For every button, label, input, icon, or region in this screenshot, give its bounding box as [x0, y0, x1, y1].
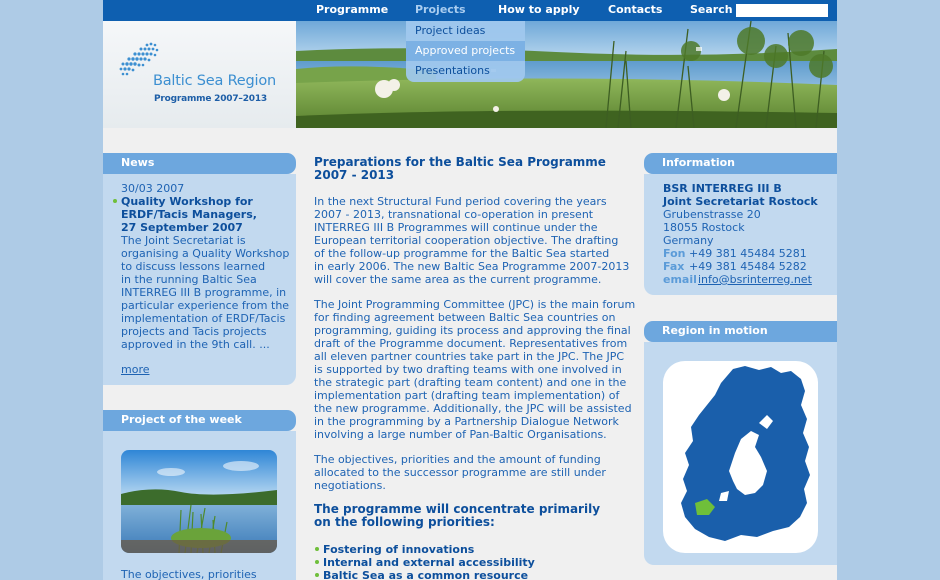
news-header: News	[103, 153, 296, 174]
priorities-heading	[314, 503, 600, 529]
nav-contacts[interactable]: Contacts	[608, 3, 663, 16]
page-title	[314, 156, 614, 182]
paragraph-line: The objectives, priorities and the amount of funding	[314, 453, 601, 466]
baltic-region-map	[663, 361, 818, 553]
paragraph-line: in early 2006. The new Baltic Sea Programme 2007-2013	[314, 260, 630, 273]
info-address-line: Germany	[663, 234, 714, 247]
news-headline-line[interactable]: Quality Workshop for	[121, 195, 253, 208]
paragraph-line: programming, guiding its process and approving the final	[314, 324, 631, 337]
main-paragraph-3	[314, 453, 606, 492]
nav-programme[interactable]: Programme	[316, 3, 389, 16]
project-of-week-header: Project of the week	[103, 410, 296, 431]
paragraph-line: The Joint Programming Committee (JPC) is the main forum	[314, 298, 636, 311]
priority-item: Fostering of innovations	[323, 543, 475, 556]
project-teaser-text: The objectives, priorities	[121, 568, 257, 580]
paragraph-line: the new programme. Additionally, the JPC will be assisted	[314, 402, 632, 415]
paragraph-line: for finding agreement between Baltic Sea countries on	[314, 311, 616, 324]
priority-bullet-icon	[315, 547, 319, 551]
menu-item-presentations[interactable]: Presentations	[415, 64, 490, 77]
paragraph-line: the strategic part (drafting team content) and one in the	[314, 376, 627, 389]
priority-bullet-icon	[315, 560, 319, 564]
info-org-line: BSR INTERREG III B	[663, 182, 782, 195]
logo-subtitle: Programme 2007–2013	[154, 94, 267, 104]
news-body-line: INTERREG III B programme, in	[121, 286, 287, 299]
region-map-frame[interactable]	[663, 361, 818, 553]
paragraph-line: In the next Structural Fund period covering the years	[314, 195, 607, 208]
page	[103, 0, 837, 580]
info-org-line: Joint Secretariat Rostock	[663, 195, 818, 208]
page-title-line: Preparations for the Baltic Sea Programme	[314, 155, 606, 169]
search-input[interactable]	[736, 4, 828, 17]
news-body-line: to discuss lessons learned	[121, 260, 266, 273]
news-headline-line[interactable]: 27 September 2007	[121, 221, 243, 234]
top-navigation	[103, 0, 837, 21]
news-bullet-icon	[113, 199, 117, 203]
info-email-link[interactable]: info@bsrinterreg.net	[698, 273, 812, 286]
paragraph-line: all eleven partner countries take part in the JPC. The JPC	[314, 350, 625, 363]
info-fax-value: +49 381 45484 5282	[689, 260, 807, 273]
news-body-line: organising a Quality Workshop	[121, 247, 290, 260]
news-body-line: approved in the 9th call. ...	[121, 338, 270, 351]
page-title-line: 2007 - 2013	[314, 168, 395, 182]
info-address-line: 18055 Rostock	[663, 221, 745, 234]
paragraph-line: draft of the Programme document. Representatives from	[314, 337, 628, 350]
paragraph-line: implementation part (drafting team implementation) of	[314, 389, 620, 402]
nav-projects[interactable]: Projects	[415, 3, 466, 16]
news-body-line: particular experience from the	[121, 299, 290, 312]
paragraph-line: INTERREG III B Programmes will continue under the	[314, 221, 598, 234]
priorities-heading-line: on the following priorities:	[314, 515, 495, 529]
priority-item: Baltic Sea as a common resource	[323, 569, 529, 580]
paragraph-line: 2007 - 2013, transnational co-operation in present	[314, 208, 594, 221]
info-phone-label: Fon	[663, 247, 686, 260]
news-body-line: The Joint Secretariat is	[121, 234, 246, 247]
news-body-line: in the running Baltic Sea	[121, 273, 257, 286]
priorities-heading-line: The programme will concentrate primarily	[314, 502, 601, 516]
info-phone-value: +49 381 45484 5281	[689, 247, 807, 260]
logo-title: Baltic Sea Region	[153, 73, 277, 89]
logo[interactable]	[103, 21, 296, 128]
nav-how-to-apply[interactable]: How to apply	[498, 3, 580, 16]
paragraph-line: of the follow-up programme for the Baltic Sea started	[314, 247, 610, 260]
news-date: 30/03 2007	[121, 182, 185, 195]
region-in-motion-header: Region in motion	[644, 321, 837, 342]
info-email-label: email	[663, 273, 697, 286]
info-fax-label: Fax	[663, 260, 685, 273]
main-paragraph-1	[314, 195, 629, 286]
paragraph-line: is supported by two drafting teams with one involved in	[314, 363, 622, 376]
project-photo[interactable]	[121, 450, 277, 553]
news-body-line: projects and Tacis projects	[121, 325, 267, 338]
paragraph-line: involving a large number of Pan-Baltic Organisations.	[314, 428, 607, 441]
search-label: Search	[690, 3, 733, 16]
paragraph-line: European territorial cooperation objective. The drafting	[314, 234, 619, 247]
priority-bullet-icon	[315, 573, 319, 577]
paragraph-line: negotiations.	[314, 479, 386, 492]
main-paragraph-2	[314, 298, 635, 441]
projects-dropdown-menu	[406, 21, 525, 82]
paragraph-line: in the programming by a Partnership Dialogue Network	[314, 415, 619, 428]
menu-item-approved-projects[interactable]: Approved projects	[406, 41, 525, 61]
paragraph-line: allocated to the successor programme are still under	[314, 466, 606, 479]
paragraph-line: will cover the same area as the current programme.	[314, 273, 602, 286]
menu-item-project-ideas[interactable]: Project ideas	[415, 24, 486, 37]
priority-item: Internal and external accessibility	[323, 556, 535, 569]
banner-landscape-photo	[296, 21, 837, 128]
info-address-line: Grubenstrasse 20	[663, 208, 761, 221]
news-more-link[interactable]: more	[121, 363, 150, 376]
news-body-line: implementation of ERDF/Tacis	[121, 312, 286, 325]
information-header: Information	[644, 153, 837, 174]
news-headline-line[interactable]: ERDF/Tacis Managers,	[121, 208, 257, 221]
